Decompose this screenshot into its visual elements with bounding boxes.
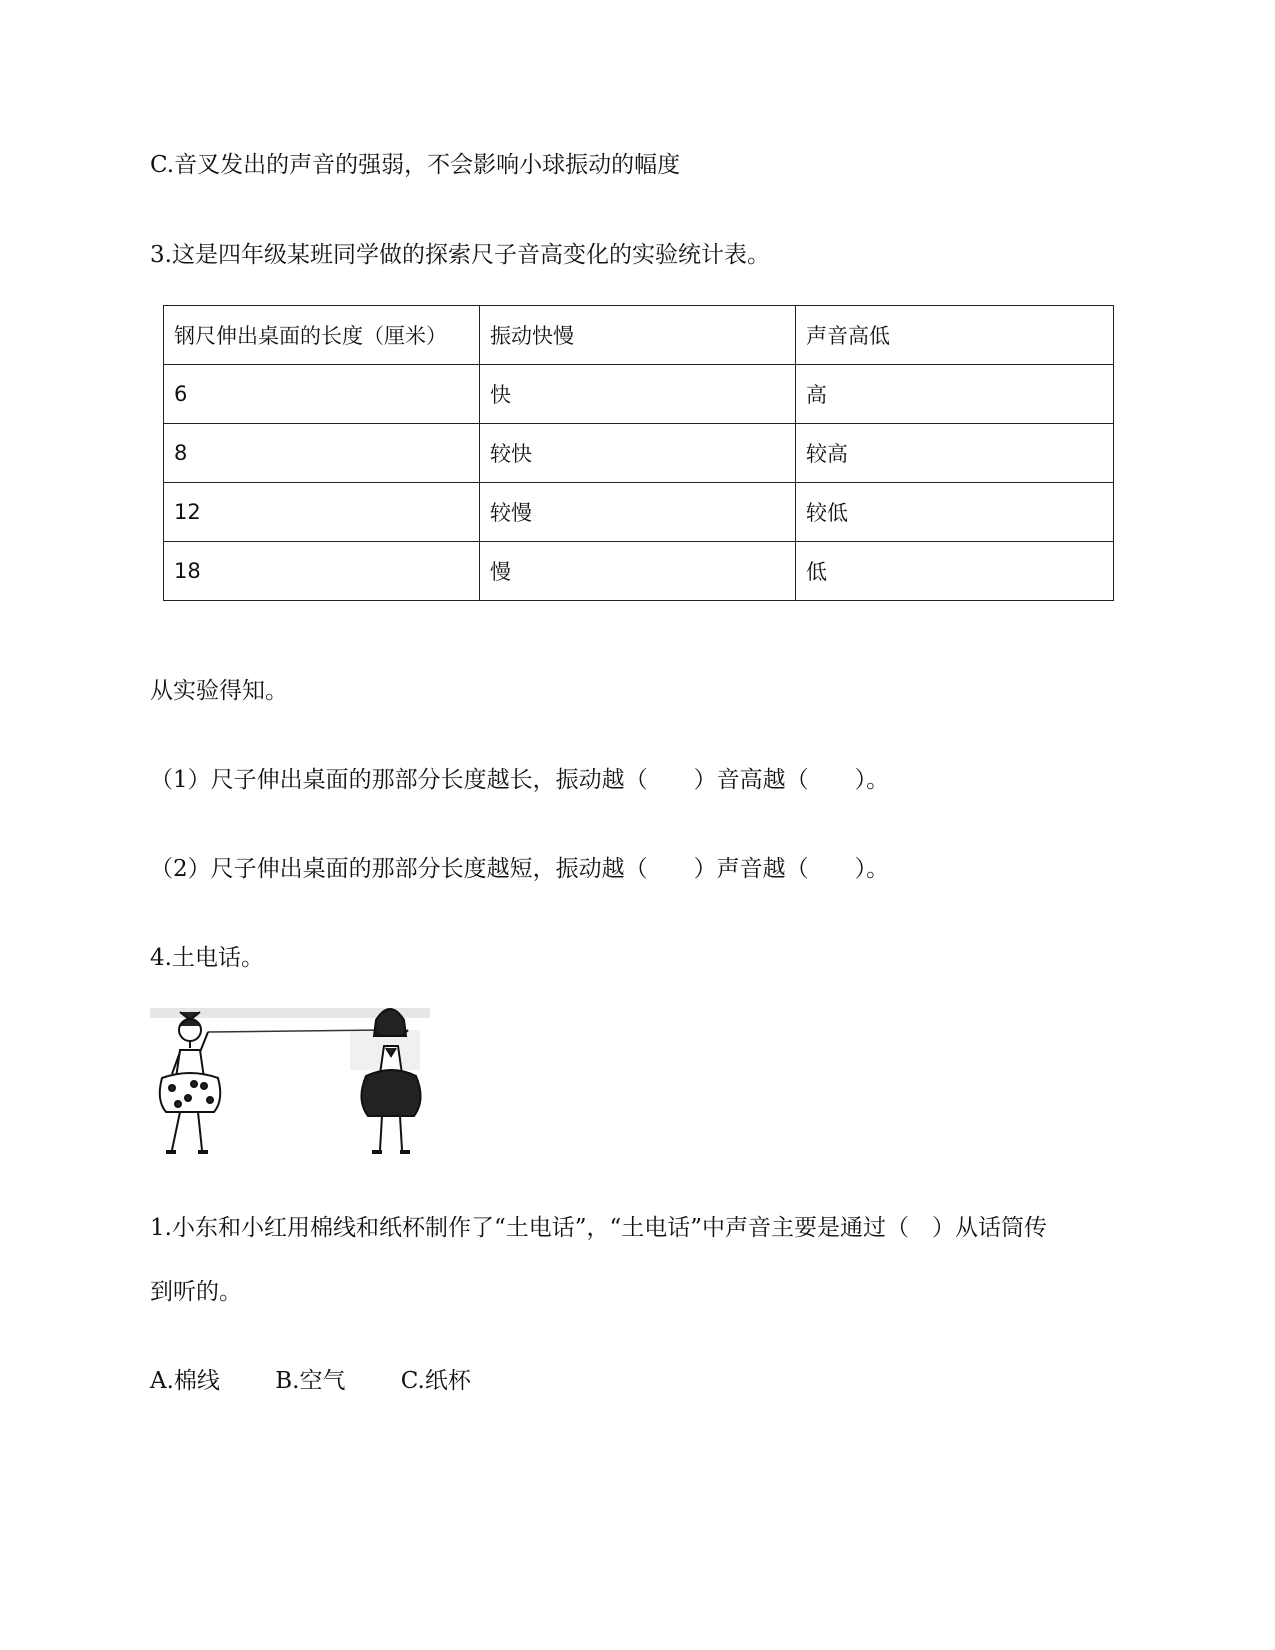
option-c: C.纸杯: [400, 1368, 471, 1394]
table-cell: 较快: [480, 424, 796, 483]
table-header-cell: 振动快慢: [480, 306, 796, 365]
sub-question-1-line1: 1.小东和小红用棉线和纸杯制作了“土电话”，“土电话”中声音主要是通过（ ）从话筒传: [150, 1215, 1047, 1241]
sub-question-1-line2: 到听的。: [150, 1279, 242, 1305]
table-cell: 8: [164, 424, 480, 483]
table-cell: 18: [164, 542, 480, 601]
table-row: [164, 365, 1114, 424]
blank-question-1: （1）尺子伸出桌面的那部分长度越长，振动越（ ）音高越（ ）。: [150, 767, 890, 793]
question-3-title: 3.这是四年级某班同学做的探索尺子音高变化的实验统计表。: [150, 242, 770, 268]
blank-question-2: （2）尺子伸出桌面的那部分长度越短，振动越（ ）声音越（ ）。: [150, 856, 890, 882]
question-4-title: 4.土电话。: [150, 945, 264, 971]
table-cell: 12: [164, 483, 480, 542]
table-row: [164, 542, 1114, 601]
option-c-text: C.音叉发出的声音的强弱，不会影响小球振动的幅度: [150, 152, 681, 178]
tin-can-phone-illustration: [150, 1000, 430, 1185]
table-cell: 较慢: [480, 483, 796, 542]
table-cell: 慢: [480, 542, 796, 601]
table-header-row: [164, 306, 1114, 365]
table-cell: 较高: [796, 424, 1114, 483]
table-cell: 高: [796, 365, 1114, 424]
answer-options: [150, 1366, 519, 1396]
table-cell: 较低: [796, 483, 1114, 542]
table-row: [164, 424, 1114, 483]
table-cell: 低: [796, 542, 1114, 601]
table-header-cell: 声音高低: [796, 306, 1114, 365]
option-a: A.棉线: [150, 1368, 220, 1394]
conclusion-intro: 从实验得知。: [150, 678, 288, 704]
table-cell: 快: [480, 365, 796, 424]
option-b: B.空气: [275, 1368, 346, 1394]
table-row: [164, 483, 1114, 542]
table-header-cell: 钢尺伸出桌面的长度（厘米）: [164, 306, 480, 365]
experiment-table: [163, 305, 1114, 601]
table-cell: 6: [164, 365, 480, 424]
